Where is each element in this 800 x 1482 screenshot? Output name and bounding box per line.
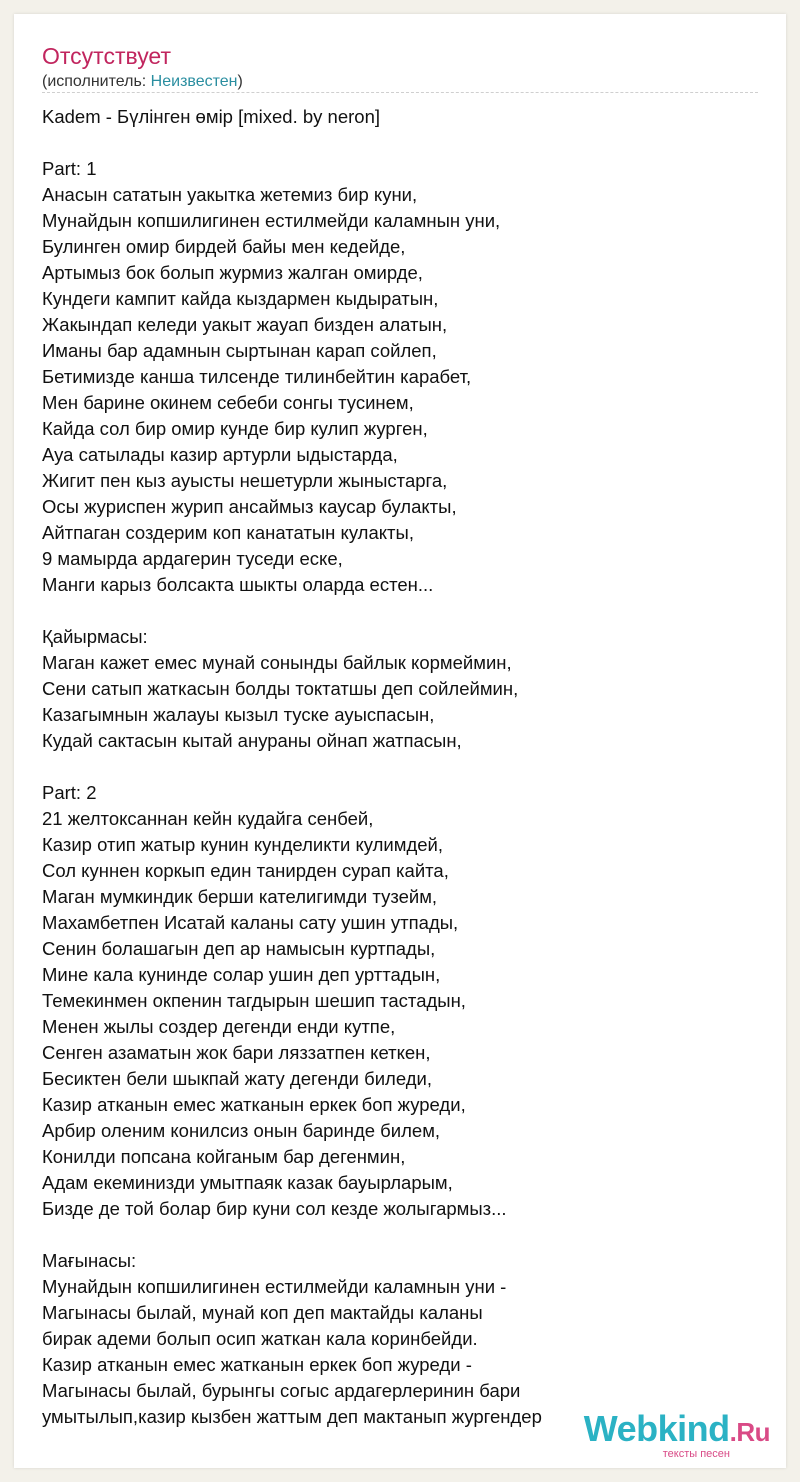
lyric-line: Булинген омир бирдей байы мен кедейде, bbox=[42, 236, 406, 257]
lyric-line: Бесиктен бели шыкпай жату дегенди биледи, bbox=[42, 1068, 432, 1089]
lyric-line: Манги карыз болсакта шыкты оларда естен... bbox=[42, 574, 434, 595]
lyric-line: Жигит пен кыз ауысты нешетурли жыныстарга, bbox=[42, 470, 448, 491]
lyric-line: Иманы бар адамнын сыртынан карап сойлеп, bbox=[42, 340, 437, 361]
lyric-line: Казир атканын емес жатканын еркек боп журеди - bbox=[42, 1354, 472, 1375]
lyric-line: Сени сатып жаткасын болды токтатшы деп сойлеймин, bbox=[42, 678, 519, 699]
lyric-line: Казир отип жатыр кунин кунделикти кулимдей, bbox=[42, 834, 444, 855]
lyric-line: Қайырмасы: bbox=[42, 626, 148, 647]
lyric-line: Осы журиспен журип ансаймыз каусар булакты, bbox=[42, 496, 457, 517]
lyric-line bbox=[42, 130, 782, 156]
lyric-line: Бетимизде канша тилсенде тилинбейтин карабет, bbox=[42, 366, 472, 387]
lyric-line: Магынасы былай, бурынгы согыс ардагерлеринин бари bbox=[42, 1380, 521, 1401]
lyric-line bbox=[42, 1222, 782, 1248]
artist-link[interactable]: Неизвестен bbox=[150, 73, 238, 90]
lyric-line: Казагымнын жалауы кызыл туске ауыспасын, bbox=[42, 704, 435, 725]
lyric-line: Бизде де той болар бир куни сол кезде жолыгармыз... bbox=[42, 1198, 507, 1219]
lyric-line: Сенин болашагын деп ар намысын куртпады, bbox=[42, 938, 436, 959]
artist-suffix: ) bbox=[237, 73, 243, 90]
lyric-line: Кайда сол бир омир кунде бир кулип журген, bbox=[42, 418, 428, 439]
lyric-line: Темекинмен окпенин тагдырын шешип тастадын, bbox=[42, 990, 466, 1011]
artist-line bbox=[42, 72, 243, 92]
lyric-line: Жакындап келеди уакыт жауап бизден алатын, bbox=[42, 314, 448, 335]
lyric-line: Маган мумкиндик берши кателигимди тузейм, bbox=[42, 886, 438, 907]
lyric-line: Адам екеминизди умытпаяк казак бауырларым, bbox=[42, 1172, 453, 1193]
lyric-line: Артымыз бок болып журмиз жалган омирде, bbox=[42, 262, 423, 283]
site-logo[interactable] bbox=[583, 1408, 770, 1460]
lyric-line: Кудай сактасын кытай анураны ойнап жатпасын, bbox=[42, 730, 462, 751]
lyric-line: Part: 2 bbox=[42, 782, 97, 803]
lyric-line: Конилди попсана койганым бар дегенмин, bbox=[42, 1146, 406, 1167]
lyric-line: Казир атканын емес жатканын еркек боп журеди, bbox=[42, 1094, 466, 1115]
lyric-line: Магынасы былай, мунай коп деп мактайды каланы bbox=[42, 1302, 483, 1323]
lyric-line: Айтпаган создерим коп канататын кулакты, bbox=[42, 522, 414, 543]
lyric-line bbox=[42, 754, 782, 780]
logo-main-text: Webkind bbox=[583, 1408, 730, 1449]
lyric-line: Мағынасы: bbox=[42, 1250, 137, 1271]
lyric-line: Сенген азаматын жок бари ляззатпен кеткен, bbox=[42, 1042, 431, 1063]
lyric-line: Ауа сатылады казир артурли ыдыстарда, bbox=[42, 444, 398, 465]
lyric-line: Махамбетпен Исатай каланы сату ушин утпады, bbox=[42, 912, 459, 933]
lyric-line: Кундеги кампит кайда кыздармен кыдыратын, bbox=[42, 288, 439, 309]
lyric-line: Анасын сататын уакытка жетемиз бир куни, bbox=[42, 184, 418, 205]
lyric-line: Менен жылы создер дегенди енди кутпе, bbox=[42, 1016, 396, 1037]
header-divider bbox=[42, 92, 758, 93]
lyric-line: Маган кажет емес мунай сонынды байлык кормеймин, bbox=[42, 652, 512, 673]
lyric-line: 9 мамырда ардагерин туседи еске, bbox=[42, 548, 343, 569]
lyric-line: Арбир оленим конилсиз онын баринде билем, bbox=[42, 1120, 441, 1141]
lyric-line: Kadem - Бүлінген өмір [mixed. by neron] bbox=[42, 106, 381, 127]
lyric-line: Мине кала кунинде солар ушин деп урттадын, bbox=[42, 964, 441, 985]
lyric-line bbox=[42, 598, 782, 624]
lyric-line: 21 желтоксаннан кейн кудайга сенбей, bbox=[42, 808, 374, 829]
lyric-line: Мунайдын копшилигинен естилмейди каламнын уни, bbox=[42, 210, 501, 231]
lyric-line: Мунайдын копшилигинен естилмейди каламнын уни - bbox=[42, 1276, 507, 1297]
logo-tagline: тексты песен bbox=[662, 1448, 730, 1460]
lyric-line: Мен барине окинем себеби сонгы тусинем, bbox=[42, 392, 414, 413]
lyric-line: Part: 1 bbox=[42, 158, 97, 179]
lyrics-body bbox=[42, 104, 782, 1430]
logo-wordmark bbox=[583, 1408, 770, 1450]
lyric-line: бирак адеми болып осип жаткан кала коринбейди. bbox=[42, 1328, 478, 1349]
artist-prefix: (исполнитель: bbox=[42, 73, 151, 90]
lyric-line: Сол куннен коркып един танирден сурап кайта, bbox=[42, 860, 449, 881]
song-title: Отсутствует bbox=[42, 43, 171, 69]
logo-tld-text: .Ru bbox=[729, 1417, 770, 1447]
lyric-line: умытылып,казир кызбен жаттым деп мактанып жургендер bbox=[42, 1406, 542, 1427]
